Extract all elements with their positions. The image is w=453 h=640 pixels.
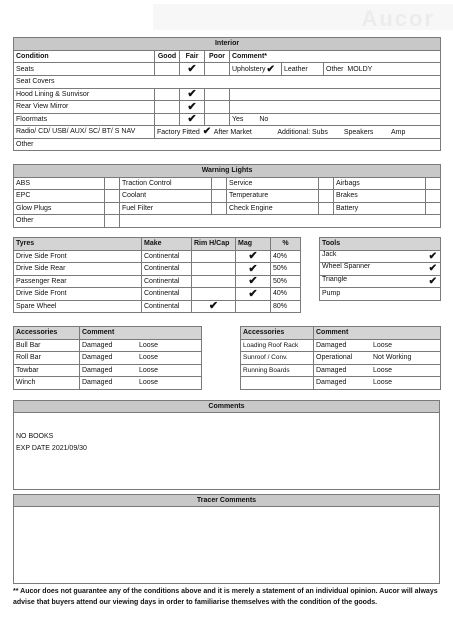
warning-battery-box[interactable] bbox=[426, 202, 441, 215]
tyres-header: Tyres bbox=[14, 238, 142, 251]
acc-name bbox=[241, 377, 314, 390]
tyre-pct: 50% bbox=[271, 263, 301, 276]
acc-row bbox=[14, 352, 202, 365]
acc-c2: Not Working bbox=[373, 354, 412, 362]
watermark bbox=[153, 4, 453, 30]
tyre-name: Drive Side Front bbox=[14, 288, 142, 301]
warning-coolant: Coolant bbox=[120, 190, 212, 203]
warning-fuel-filter: Fuel Filter bbox=[120, 202, 212, 215]
tool-triangle: Triangle bbox=[322, 275, 348, 283]
acc-row bbox=[241, 339, 441, 352]
comment-line: NO BOOKS bbox=[16, 433, 54, 440]
tool-row bbox=[320, 275, 441, 288]
tools-table bbox=[319, 237, 441, 301]
warning-glow-box[interactable] bbox=[105, 202, 120, 215]
jack-check-icon[interactable]: ✔ bbox=[428, 250, 437, 262]
seats-label: Seats bbox=[14, 63, 155, 76]
acc-c1: Damaged bbox=[82, 379, 113, 387]
acc-c1: Damaged bbox=[82, 354, 113, 362]
warning-row bbox=[14, 215, 441, 228]
other-value: MOLDY bbox=[347, 65, 373, 73]
radio-label: Radio/ CD/ USB/ AUX/ SC/ BT/ S NAV bbox=[14, 126, 155, 139]
acc-row bbox=[241, 352, 441, 365]
tool-pump: Pump bbox=[320, 288, 441, 301]
header-comment: Comment* bbox=[230, 50, 441, 63]
tyre-make: Continental bbox=[142, 300, 192, 313]
floormats-yes: Yes bbox=[232, 115, 244, 123]
acc-name: Loading Roof Rack bbox=[241, 339, 314, 352]
warning-service-box[interactable] bbox=[319, 177, 334, 190]
tool-jack: Jack bbox=[322, 250, 337, 258]
warning-other-box[interactable] bbox=[105, 215, 120, 228]
tyre-name: Drive Side Front bbox=[14, 250, 142, 263]
seats-fair-check-icon[interactable]: ✔ bbox=[180, 63, 205, 76]
tyre-name: Drive Side Rear bbox=[14, 263, 142, 276]
additional-subs-label: Additional: Subs bbox=[277, 129, 328, 137]
seat-covers-label: Seat Covers bbox=[14, 76, 441, 89]
warning-abs: ABS bbox=[14, 177, 105, 190]
tyre-rim[interactable] bbox=[192, 275, 236, 288]
upholstery-check-icon[interactable]: ✔ bbox=[266, 63, 275, 75]
comments-box[interactable] bbox=[13, 400, 440, 490]
amp-label: Amp bbox=[390, 129, 406, 137]
comments-title: Comments bbox=[14, 401, 439, 413]
tyre-make: Continental bbox=[142, 263, 192, 276]
acc-row bbox=[14, 339, 202, 352]
row-seat-covers bbox=[14, 76, 441, 89]
acc-name: Winch bbox=[14, 377, 80, 390]
tyre-row bbox=[14, 250, 301, 263]
tyre-rim[interactable] bbox=[192, 288, 236, 301]
rim-header: Rim H/Cap bbox=[192, 238, 236, 251]
comment-line: EXP DATE 2021/09/30 bbox=[16, 445, 87, 452]
watermark-text: Aucor bbox=[361, 6, 435, 31]
warning-airbags-box[interactable] bbox=[426, 177, 441, 190]
tyre-name: Spare Wheel bbox=[14, 300, 142, 313]
warning-traction: Traction Control bbox=[120, 177, 212, 190]
warning-row bbox=[14, 177, 441, 190]
tyre-make: Continental bbox=[142, 288, 192, 301]
acc-row bbox=[241, 364, 441, 377]
speakers-label: Speakers bbox=[343, 129, 374, 137]
warning-row bbox=[14, 202, 441, 215]
tyres-table bbox=[13, 237, 301, 313]
tracer-comments-title: Tracer Comments bbox=[14, 495, 439, 507]
acc-row bbox=[241, 377, 441, 390]
floormats-fair-check-icon[interactable]: ✔ bbox=[180, 113, 205, 126]
header-good: Good bbox=[155, 50, 180, 63]
warning-temperature-box[interactable] bbox=[319, 190, 334, 203]
tyre-rim[interactable] bbox=[192, 263, 236, 276]
acc-c1: Damaged bbox=[82, 366, 113, 374]
floormats-poor[interactable] bbox=[205, 113, 230, 126]
factory-fitted-label: Factory Fitted bbox=[157, 129, 200, 137]
rear-view-label: Rear View Mirror bbox=[14, 101, 155, 114]
acc-c1: Damaged bbox=[316, 341, 347, 349]
spanner-check-icon[interactable]: ✔ bbox=[428, 263, 437, 275]
tool-wheel-spanner: Wheel Spanner bbox=[322, 263, 371, 271]
tyre-rim-check-icon[interactable]: ✔ bbox=[192, 300, 236, 313]
warning-brakes-box[interactable] bbox=[426, 190, 441, 203]
tyre-pct: 80% bbox=[271, 300, 301, 313]
tyre-make: Continental bbox=[142, 275, 192, 288]
acc-row bbox=[14, 364, 202, 377]
row-floormats bbox=[14, 113, 441, 126]
interior-title: Interior bbox=[14, 38, 441, 51]
hood-good[interactable] bbox=[155, 88, 180, 101]
warning-other: Other bbox=[14, 215, 105, 228]
tyre-row bbox=[14, 300, 301, 313]
warning-temperature: Temperature bbox=[227, 190, 319, 203]
acc-c2: Loose bbox=[373, 379, 393, 387]
tyre-make: Continental bbox=[142, 250, 192, 263]
acc-right-header: Accessories bbox=[241, 327, 314, 340]
tyre-row bbox=[14, 275, 301, 288]
tyre-row bbox=[14, 288, 301, 301]
hood-poor[interactable] bbox=[205, 88, 230, 101]
header-fair: Fair bbox=[180, 50, 205, 63]
warning-epc-box[interactable] bbox=[105, 190, 120, 203]
row-radio bbox=[14, 126, 441, 139]
interior-table bbox=[13, 37, 441, 151]
tyre-mag-check-icon[interactable]: ✔ bbox=[236, 250, 271, 263]
acc-c1: Damaged bbox=[316, 366, 347, 374]
leather-label: Leather bbox=[284, 65, 308, 73]
tools-header: Tools bbox=[320, 238, 441, 251]
tyre-pct: 40% bbox=[271, 288, 301, 301]
tyre-mag[interactable] bbox=[236, 300, 271, 313]
hood-lining-label: Hood Lining & Sunvisor bbox=[14, 88, 155, 101]
seats-poor[interactable] bbox=[205, 63, 230, 76]
acc-name: Roll Bar bbox=[14, 352, 80, 365]
warning-service: Service bbox=[227, 177, 319, 190]
rear-fair-check-icon[interactable]: ✔ bbox=[180, 101, 205, 114]
tyre-name: Passenger Rear bbox=[14, 275, 142, 288]
interior-other-label: Other bbox=[14, 138, 441, 151]
warning-check-engine: Check Engine bbox=[227, 202, 319, 215]
acc-c2: Loose bbox=[139, 379, 159, 387]
acc-c1: Damaged bbox=[82, 341, 113, 349]
warning-lights-table bbox=[13, 164, 441, 228]
factory-fitted-check-icon[interactable]: ✔ bbox=[202, 126, 212, 138]
make-header: Make bbox=[142, 238, 192, 251]
warning-traction-box[interactable] bbox=[212, 177, 227, 190]
header-condition: Condition bbox=[14, 50, 155, 63]
acc-c2: Loose bbox=[139, 366, 159, 374]
acc-c1: Damaged bbox=[316, 379, 347, 387]
acc-c2: Loose bbox=[139, 354, 159, 362]
floormats-good[interactable] bbox=[155, 113, 180, 126]
triangle-check-icon[interactable]: ✔ bbox=[428, 275, 437, 287]
disclaimer: ** Aucor does not guarantee any of the conditions above and it is merely a statement of an individual opinion. Aucor will always advise that buyers attend our viewing days in order to familiarise themselves with the condition of the goods. bbox=[13, 588, 438, 606]
warning-abs-box[interactable] bbox=[105, 177, 120, 190]
hood-fair-check-icon[interactable]: ✔ bbox=[180, 88, 205, 101]
acc-name: Towbar bbox=[14, 364, 80, 377]
header-poor: Poor bbox=[205, 50, 230, 63]
acc-name: Sunroof / Conv. bbox=[241, 352, 314, 365]
tyre-row bbox=[14, 263, 301, 276]
tyre-mag-check-icon[interactable]: ✔ bbox=[236, 288, 271, 301]
tool-row bbox=[320, 263, 441, 276]
warning-engine-box[interactable] bbox=[319, 202, 334, 215]
acc-c2: Loose bbox=[373, 366, 393, 374]
acc-left-header: Accessories bbox=[14, 327, 80, 340]
pct-header: % bbox=[271, 238, 301, 251]
row-other bbox=[14, 138, 441, 151]
seats-good[interactable] bbox=[155, 63, 180, 76]
tyre-pct: 40% bbox=[271, 250, 301, 263]
warning-battery: Battery bbox=[334, 202, 426, 215]
row-hood-lining bbox=[14, 88, 441, 101]
floormats-label: Floormats bbox=[14, 113, 155, 126]
warning-fuel-box[interactable] bbox=[212, 202, 227, 215]
tyre-mag-check-icon[interactable]: ✔ bbox=[236, 263, 271, 276]
upholstery-label: Upholstery bbox=[232, 65, 266, 73]
mag-header: Mag bbox=[236, 238, 271, 251]
accessories-left-table bbox=[13, 326, 202, 390]
rear-good[interactable] bbox=[155, 101, 180, 114]
acc-row bbox=[14, 377, 202, 390]
tool-row bbox=[320, 288, 441, 301]
warning-brakes: Brakes bbox=[334, 190, 426, 203]
after-market-label: After Market bbox=[213, 129, 252, 137]
acc-c2: Loose bbox=[139, 341, 159, 349]
tyre-mag-check-icon[interactable]: ✔ bbox=[236, 275, 271, 288]
rear-poor[interactable] bbox=[205, 101, 230, 114]
tyre-rim[interactable] bbox=[192, 250, 236, 263]
warning-lights-title: Warning Lights bbox=[14, 165, 441, 178]
warning-glow-plugs: Glow Plugs bbox=[14, 202, 105, 215]
row-seats bbox=[14, 63, 441, 76]
warning-coolant-box[interactable] bbox=[212, 190, 227, 203]
floormats-no: No bbox=[259, 115, 269, 123]
acc-right-comment-header: Comment bbox=[314, 327, 441, 340]
row-rear-view bbox=[14, 101, 441, 114]
acc-name: Bull Bar bbox=[14, 339, 80, 352]
acc-name: Running Boards bbox=[241, 364, 314, 377]
warning-epc: EPC bbox=[14, 190, 105, 203]
other-label: Other bbox=[326, 65, 344, 73]
acc-c2: Loose bbox=[373, 341, 393, 349]
acc-c1: Operational bbox=[316, 354, 353, 362]
rear-comment bbox=[230, 101, 441, 114]
tyre-pct: 50% bbox=[271, 275, 301, 288]
hood-comment bbox=[230, 88, 441, 101]
warning-row bbox=[14, 190, 441, 203]
acc-left-comment-header: Comment bbox=[80, 327, 202, 340]
warning-airbags: Airbags bbox=[334, 177, 426, 190]
tool-row bbox=[320, 250, 441, 263]
tracer-comments-box[interactable] bbox=[13, 494, 440, 584]
accessories-right-table bbox=[240, 326, 441, 390]
